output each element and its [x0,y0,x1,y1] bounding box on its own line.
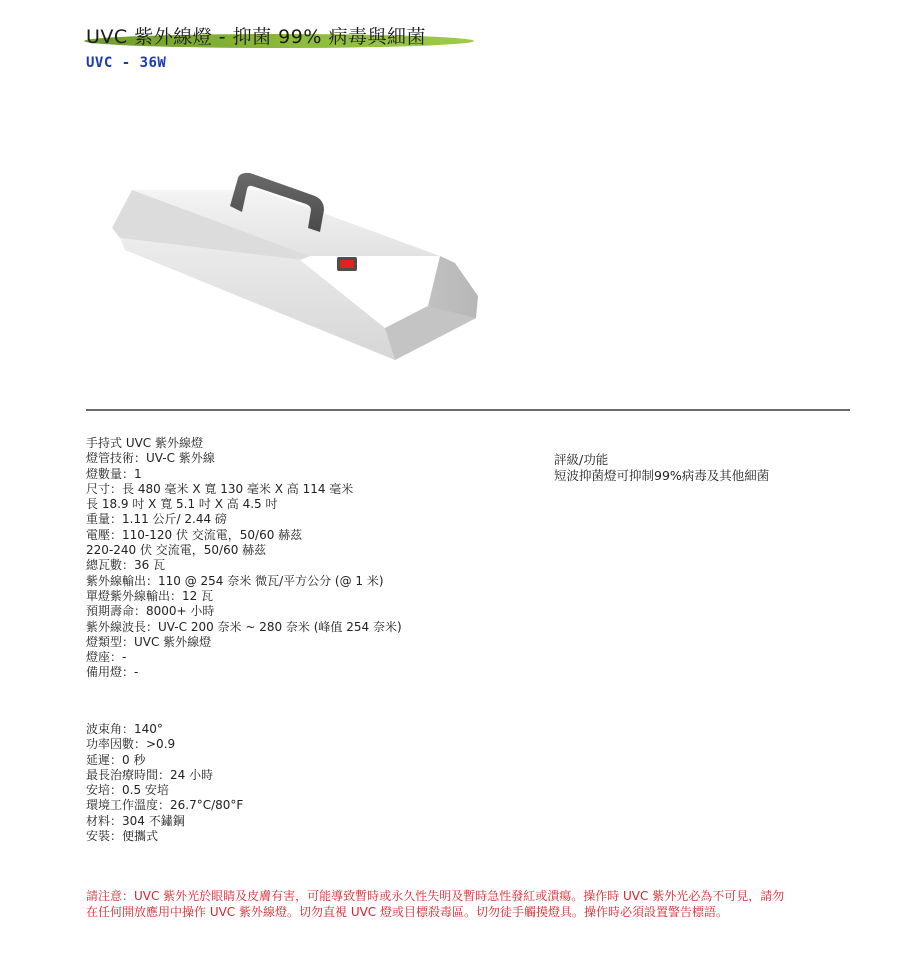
spec-row: 長 18.9 吋 X 寬 5.1 吋 X 高 4.5 吋 [86,497,278,512]
spec-list [86,436,402,681]
spec-row: 燈類型：UVC 紫外線燈 [86,634,212,649]
spec-list-secondary [86,722,243,844]
spec-row: 燈座：- [86,650,127,665]
spec-secondary-row: 安裝：便攜式 [86,829,159,844]
spec-row: 總瓦數：36 瓦 [86,558,166,573]
section-divider [86,409,850,411]
spec-secondary-row: 環境工作溫度：26.7°C/80°F [86,798,244,813]
spec-row: 預期壽命：8000+ 小時 [86,604,215,619]
warning-line-1: 請注意：UVC 紫外光於眼睛及皮膚有害，可能導致暫時或永久性失明及暫時急性發紅或潰瘍。操作時 UVC 紫外光必為不可見，請勿 [86,889,785,903]
title-banner [84,22,474,52]
warning-notice [86,889,846,920]
uvc-lamp-image [110,168,480,360]
spec-secondary-row: 最長治療時間：24 小時 [86,767,214,782]
rating-label: 評級/功能 [554,452,609,467]
spec-secondary-row: 延遲：0 秒 [86,752,146,767]
rating-block [554,452,769,484]
spec-row: 重量：1.11 公斤/ 2.44 磅 [86,512,227,527]
spec-row: 紫外線輸出：110 @ 254 奈米 微瓦/平方公分 (@ 1 米) [86,573,384,588]
rating-value: 短波抑菌燈可抑制99%病毒及其他細菌 [554,468,770,483]
spec-row: 單燈紫外線輸出：12 瓦 [86,588,214,603]
spec-secondary-row: 材料：304 不鏽鋼 [86,813,185,828]
spec-row: 尺寸：長 480 毫米 X 寬 130 毫米 X 高 114 毫米 [86,481,354,496]
spec-row: 備用燈：- [86,665,139,680]
spec-row: 手持式 UVC 紫外線燈 [86,436,204,450]
power-switch [340,260,354,268]
warning-line-2: 在任何開放應用中操作 UVC 紫外線燈。切勿直視 UVC 燈或目標殺毒區。切勿徒手觸摸燈具。操作時必須設置警告標語。 [86,904,729,919]
spec-row: 燈管技術：UV-C 紫外線 [86,451,215,466]
spec-row: 燈數量：1 [86,466,142,481]
spec-secondary-row: 功率因數：>0.9 [86,737,176,752]
page-title: UVC 紫外線燈 - 抑菌 99% 病毒與細菌 [86,26,426,48]
spec-secondary-row: 波束角：140° [86,722,163,736]
spec-row: 電壓：110-120 伏 交流電，50/60 赫茲 [86,527,303,542]
spec-row: 紫外線波長：UV-C 200 奈米 ~ 280 奈米 (峰值 254 奈米) [86,619,402,634]
spec-row: 220-240 伏 交流電，50/60 赫茲 [86,543,267,558]
model-number: UVC - 36W [86,55,167,71]
spec-secondary-row: 安培：0.5 安培 [86,783,169,798]
lamp-front-face [120,238,395,360]
